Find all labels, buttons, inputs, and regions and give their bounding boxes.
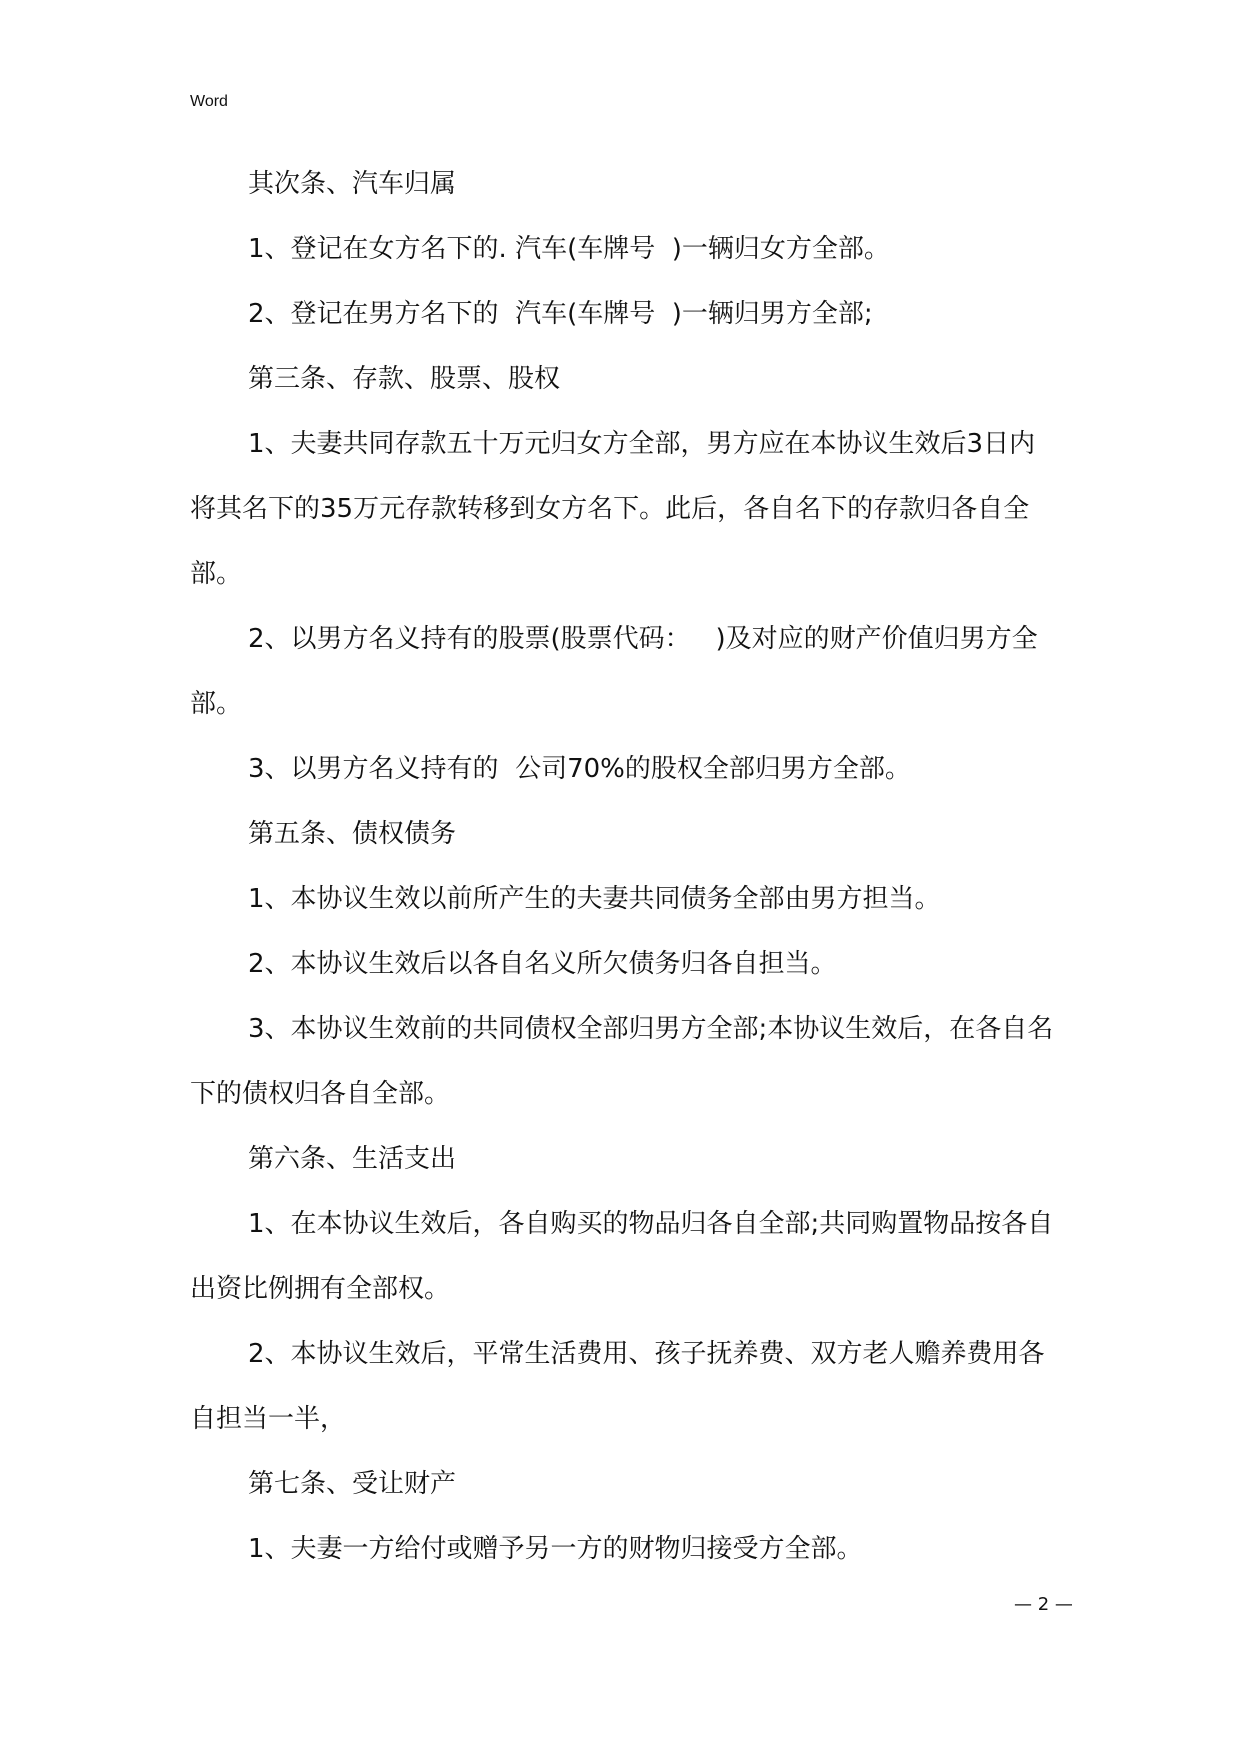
page-number: — 2 — xyxy=(1014,1594,1073,1615)
section-heading-gifts: 第七条、受让财产 xyxy=(248,1469,457,1499)
section-heading-debts: 第五条、债权债务 xyxy=(248,819,457,849)
clause-living-2: 2、本协议生效后，平常生活费用、孩子抚养费、双方老人赡养费用各自担当一半， xyxy=(190,1339,1045,1434)
section-heading-living: 第六条、生活支出 xyxy=(248,1144,457,1174)
section-heading-savings: 第三条、存款、股票、股权 xyxy=(248,364,561,394)
clause-living-1: 1、在本协议生效后，各自购买的物品归各自全部;共同购置物品按各自出资比例拥有全部权。 xyxy=(190,1209,1054,1304)
clause-debts-1: 1、本协议生效以前所产生的夫妻共同债务全部由男方担当。 xyxy=(248,884,941,914)
clause-gifts-1: 1、夫妻一方给付或赠予另一方的财物归接受方全部。 xyxy=(248,1534,863,1564)
section-heading-vehicle: 其次条、汽车归属 xyxy=(248,169,457,199)
clause-savings-1: 1、夫妻共同存款五十万元归女方全部，男方应在本协议生效后3日内将其名下的35万元存款转移到女方名下。此后，各自名下的存款归各自全部。 xyxy=(190,429,1036,589)
clause-debts-2: 2、本协议生效后以各自名义所欠债务归各自担当。 xyxy=(248,949,837,979)
header-label: Word xyxy=(190,93,228,110)
clause-debts-3: 3、本协议生效前的共同债权全部归男方全部;本协议生效后，在各自名下的债权归各自全部。 xyxy=(190,1014,1054,1109)
clause-vehicle-1: 1、登记在女方名下的. 汽车(车牌号 )一辆归女方全部。 xyxy=(248,234,890,264)
clause-vehicle-2: 2、登记在男方名下的 汽车(车牌号 )一辆归男方全部; xyxy=(248,299,873,329)
clause-savings-3: 3、以男方名义持有的 公司70%的股权全部归男方全部。 xyxy=(248,754,911,784)
document-body xyxy=(190,152,1060,1582)
clause-savings-2: 2、以男方名义持有的股票(股票代码： )及对应的财产价值归男方全部。 xyxy=(190,624,1038,719)
